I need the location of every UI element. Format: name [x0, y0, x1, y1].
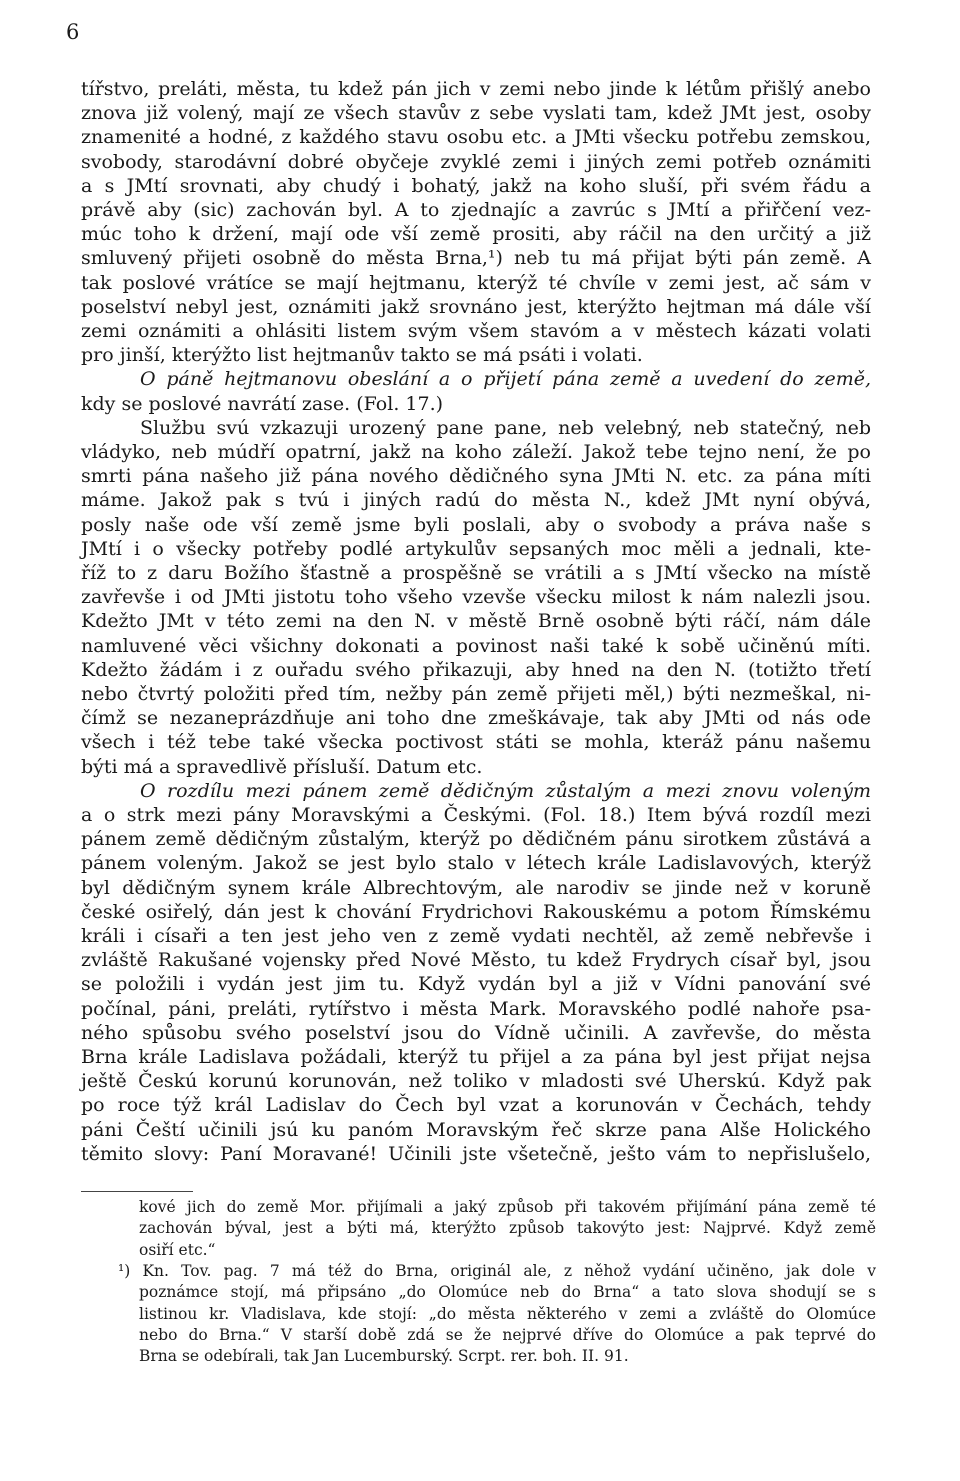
footnote-line: poznámce stojí, má připsáno „do Olomúce neb do Brna“ a tato slova shodují se s [139, 1283, 876, 1302]
body-line: těmito slovy: Paní Moravané! Učinili jste všetečně, ješto vám to nepřislušelo, [81, 1142, 871, 1165]
footnote-line: osiří etc.“ [139, 1240, 216, 1259]
footnote-line: Brna se odebírali, tak Jan Lucemburský. Scrpt. rer. boh. II. 91. [139, 1347, 629, 1366]
body-line: poselství nebyl jest, oznámiti jakž srovnáno jest, kterýžto hejtman má dále vší [81, 295, 871, 318]
body-line: múc toho k držení, mají ode vší země prositi, aby ráčil na den určitý a již [81, 223, 871, 246]
body-line: znamenité a hodné, z každého stavu osobu etc. a JMti všecku potřebu zemskou, [81, 126, 871, 149]
body-line: O páně hejtmanovu obeslání a o přijetí pána země a uvedení do země, [140, 368, 871, 391]
body-line: posly naše ode vší země jsme byli poslali, aby o svobody a práva naše s [81, 513, 871, 536]
body-line: Službu svú vzkazuji urozený pane pane, neb velebný, neb statečný, neb [140, 416, 871, 439]
body-line: říž to z daru Božího šťastně a prospěšně se vrátili a s JMtí všecko na místě [81, 562, 871, 584]
body-line: Kdežto JMt v této zemi na den N. v městě Brně osobně býti ráčí, nám dále [81, 610, 871, 633]
body-line: znova již volený, mají ze všech stavův z sebe vyslati tam, kdež JMt jest, osoby [81, 102, 871, 125]
body-line: české osiřelý, dán jest k chování Frydrichovi Rakouskému a potom Římskému [81, 900, 871, 923]
body-line: vládyko, neb múdří opatrní, jakž na koho záleží. Jakož tebe tejno není, že po [81, 441, 871, 463]
body-line: čímž se nezaneprázdňuje ani toho dne zmeškávaje, tak aby JMti od nás ode [81, 707, 871, 730]
body-line: smrti pána našeho již pána nového dědičného syna JMti N. etc. za pána míti [81, 465, 871, 488]
body-line: zvláště Rakušané vojensky před Nové Město, tu kdež Frydrych císař byl, jsou [81, 949, 871, 972]
body-line: ještě Českú korunú korunován, než toliko v mladosti své Uherskú. Když pak [81, 1070, 871, 1093]
body-line: máme. Jakož pak s tvú i jiných radú do města N., kdež JMt nyní obývá, [81, 489, 871, 512]
footnote-line: ¹) Kn. Tov. pag. 7 má též do Brna, originál ale, z něhož vydání učiněno, jak dole v [118, 1261, 876, 1280]
body-line: kdy se poslové navrátí zase. (Fol. 17.) [81, 392, 444, 415]
footnote-line: listinou kr. Vladislava, kde stojí: „do města některého v zemi a zvláště do Olomúce [139, 1304, 876, 1323]
body-line: pro jinší, kterýžto list hejtmanův takto se má psáti i volati. [81, 344, 643, 367]
body-line: zemi oznámiti a ohlásiti listem svým všem stavóm a v městech kázati volati [81, 320, 871, 342]
body-line: zavřevše i od JMti jistotu toho všeho vzevše všecku milost k nám nalezli jsou. [81, 586, 871, 609]
body-line: páni Čeští učinili jsú ku panóm Moravským řeč skrze pana Alše Holického [81, 1118, 871, 1141]
body-line: králi i císaři a ten jest jeho ven z země vydati nechtěl, až země nebřevše i [81, 925, 871, 947]
footnote-line: kové jich do země Mor. přijímali a jaký způsob při takovém přijímání pána země té [139, 1198, 876, 1216]
body-line: JMtí i o všecky potřeby podlé artykulův sepsaných moc měli a jednali, kte- [81, 537, 871, 560]
body-line: Brna krále Ladislava požádali, kterýž tu přijel a za pána byl jest přijat nejsa [81, 1046, 871, 1068]
body-line: a s JMtí srovnati, aby chudý i bohatý, jakž na koho sluší, při svém řádu a [81, 174, 871, 197]
body-line: nebo čtvrtý položiti před tím, nežby pán země přijeti měl,) býti nezmeškal, ni- [81, 683, 871, 705]
body-line: Kdežto žádám i z ouřadu svého přikazuji, aby hned na den N. (totižto třetí [81, 658, 871, 681]
body-line: a o strk mezi pány Moravskými a Českými. (Fol. 18.) Item bývá rozdíl mezi [81, 804, 871, 826]
body-line: právě aby (sic) zachován byl. A to zjednajíc a zavrúc s JMtí a přiřčení vez- [81, 199, 871, 221]
body-line: počínal, páni, preláti, rytířstvo i města Mark. Moravského podlé nahoře psa- [81, 997, 871, 1020]
body-line: všech i též tebe také všecka poctivost státi se mohla, kteráž pánu našemu [81, 731, 871, 754]
footnote-line: nebo do Brna.“ V starší době zdá se že nejprvé dříve do Olomúce a pak teprvé do [139, 1325, 876, 1344]
body-line: tířstvo, preláti, města, tu kdež pán jich v zemi nebo jinde k létům přišlý anebo [81, 78, 871, 100]
body-line: svobody, starodávní dobré obyčeje zvyklé zemi i jiných zemi potřeb oznámiti [81, 150, 871, 173]
body-line: byl dědičným synem krále Albrechtovým, ale narodiv se jinde než v koruně [81, 876, 871, 899]
body-line: namluvené věci všichny dokonati a povinost naši také k sobě učiněnú míti. [81, 634, 871, 657]
footnote-separator [81, 1191, 193, 1192]
body-line: po roce týž král Ladislav do Čech byl vzat a korunován v Čechách, tehdy [81, 1094, 871, 1117]
body-line: pánem voleným. Jakož se jest bylo stalo v létech krále Ladislavových, kterýž [81, 852, 871, 875]
page-number: 6 [66, 20, 80, 44]
body-line: tak poslové vrátíce se mají hejtmanu, kterýž té chvíle v zemi jest, ač sám v [81, 271, 871, 294]
body-line: smluvený přijeti osobně do města Brna,¹) neb tu má přijat býti pán země. A [81, 247, 871, 270]
body-line: ného spůsobu svého poselství jsou do Vídně učinili. A zavřevše, do města [81, 1021, 871, 1044]
body-line: se položili i vydán jest jim tu. Když vydán byl a již v Vídni panování své [81, 973, 871, 996]
footnote-line: zachován býval, jest a býti má, kterýžto způsob takovýto jest: Najprvé. Když země [139, 1219, 876, 1238]
body-line: pánem země dědičným zůstalým, kterýž po dědičném pánu sirotkem zůstává a [81, 828, 871, 851]
body-line: O rozdílu mezi pánem země dědičným zůstalým a mezi znovu voleným [140, 779, 871, 802]
body-line: býti má a spravedlivě přísluší. Datum etc. [81, 755, 483, 778]
